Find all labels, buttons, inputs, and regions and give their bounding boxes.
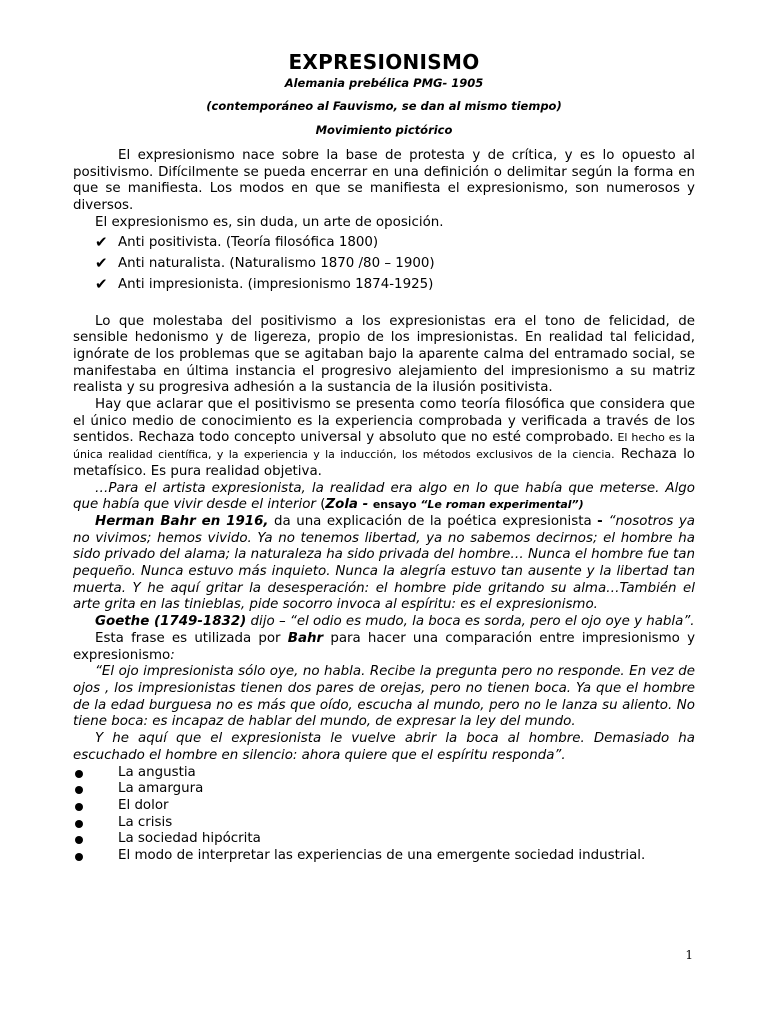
bullet-icon [75, 803, 83, 811]
list-item: La crisis [73, 815, 695, 832]
list-item: El dolor [73, 798, 695, 815]
impressionist-eye-quote: “El ojo impresionista sólo oye, no habla. Recibe la pregunta pero no responde. En vez de ojos , los impresionistas tienen dos pares de orejas, pero no tienen boca. Ya que el hombre de la edad burguesa no es más que oído, escucha al mundo, pero no le lanza su aliento. No tiene boca: es incapaz de hablar del mundo, de expresar la ley del mundo. [73, 664, 695, 730]
zola-quote-paragraph: …Para el artista expresionista, la realidad era algo en lo que había que meterse. Algo que había que vivir desde el interior (Zola - ensayo “Le roman experimental”) [73, 480, 695, 513]
bahr-comparison-paragraph: Esta frase es utilizada por Bahr para hacer una comparación entre impresionismo y expresionismo: [73, 630, 695, 663]
document-title: EXPRESIONISMO [288, 50, 480, 74]
list-item: El modo de interpretar las experiencias de una emergente sociedad industrial. [73, 848, 695, 865]
list-item: ✔ Anti naturalista. (Naturalismo 1870 /80 – 1900) [95, 253, 435, 272]
positivism-definition-paragraph: Hay que aclarar que el positivismo se presenta como teoría filosófica que considera que el único medio de conocimiento es la experiencia comprobada y verificada a través de los sentidos. Rechaza todo concepto universal y absoluto que no esté comprobado. El hecho es la única realidad científica, y la experiencia y la inducción, los métodos exclusivos de la ciencia. Rechaza lo metafísico. Es pura realidad objetiva. [73, 397, 695, 479]
list-item: ✔ Anti positivista. (Teoría filosófica 1800) [95, 232, 379, 251]
bullet-icon [75, 770, 83, 778]
positivism-critique-paragraph: Lo que molestaba del positivismo a los expresionistas era el tono de felicidad, de sensible hedonismo y de ligereza, propio de los impresionistas. En realidad tal felicidad, ignórate de los problemas que se agitaban bajo la aparente calma del entramado social, se manifestaba en última instancia el progresivo alejamiento del impresionismo a su matriz realista y su progresiva adhesión a la sustancia de la ilusión positivista. [73, 313, 695, 396]
subtitle-contemporary: (contemporáneo al Fauvismo, se dan al mismo tiempo) [206, 99, 562, 113]
goethe-quote-paragraph: Goethe (1749-1832) dijo – “el odio es mudo, la boca es sorda, pero el ojo oye y habla”. [95, 614, 695, 630]
subtitle-country-date: Alemania prebélica PMG- 1905 [284, 76, 484, 90]
intro-paragraph: El expresionismo nace sobre la base de protesta y de crítica, y es lo opuesto al positivismo. Difícilmente se pueda encerrar en una definición o delimitar según la forma en que se manifiesta. Los modos en que se manifiesta el expresionismo, son numerosos y diversos. [73, 148, 695, 214]
page-number: 1 [685, 948, 693, 962]
bullet-icon [75, 836, 83, 844]
list-item: La amargura [73, 781, 695, 798]
opposition-list [73, 232, 695, 295]
list-item: ✔ Anti impresionista. (impresionismo 1874-1925) [95, 274, 434, 293]
bullet-icon [75, 786, 83, 794]
check-icon: ✔ [95, 253, 108, 272]
bullet-icon [75, 853, 83, 861]
check-icon: ✔ [95, 232, 108, 251]
themes-list [73, 765, 695, 865]
bahr-quote-paragraph: Herman Bahr en 1916, da una explicación de la poética expresionista - “nosotros ya no vivimos; hemos vivido. Ya no tenemos libertad, ya no sabemos decirnos; el hombre ha sido privado del alama; la naturaleza ha sido privada del hombre… Nunca el hombre fue tan pequeño. Nunca estuvo más inquieto. Nunca la alegría estuvo tan ausente y la libertad tan muerta. Y he aquí gritar la desesperación: el hombre pide gritando su alma…También el arte grita en las tinieblas, pide socorro invoca al espíritu: es el expresionismo. [73, 513, 695, 613]
expressionist-mouth-quote: Y he aquí que el expresionista le vuelve abrir la boca al hombre. Demasiado ha escuchado el hombre en silencio: ahora quiere que el espíritu responda”. [73, 731, 695, 763]
opposition-statement: El expresionismo es, sin duda, un arte de oposición. [95, 214, 444, 230]
bullet-icon [75, 820, 83, 828]
list-item: La sociedad hipócrita [73, 831, 695, 848]
list-item: La angustia [73, 765, 695, 782]
document-page [73, 50, 695, 865]
check-icon: ✔ [95, 274, 108, 293]
subtitle-movement: Movimiento pictórico [315, 123, 453, 137]
